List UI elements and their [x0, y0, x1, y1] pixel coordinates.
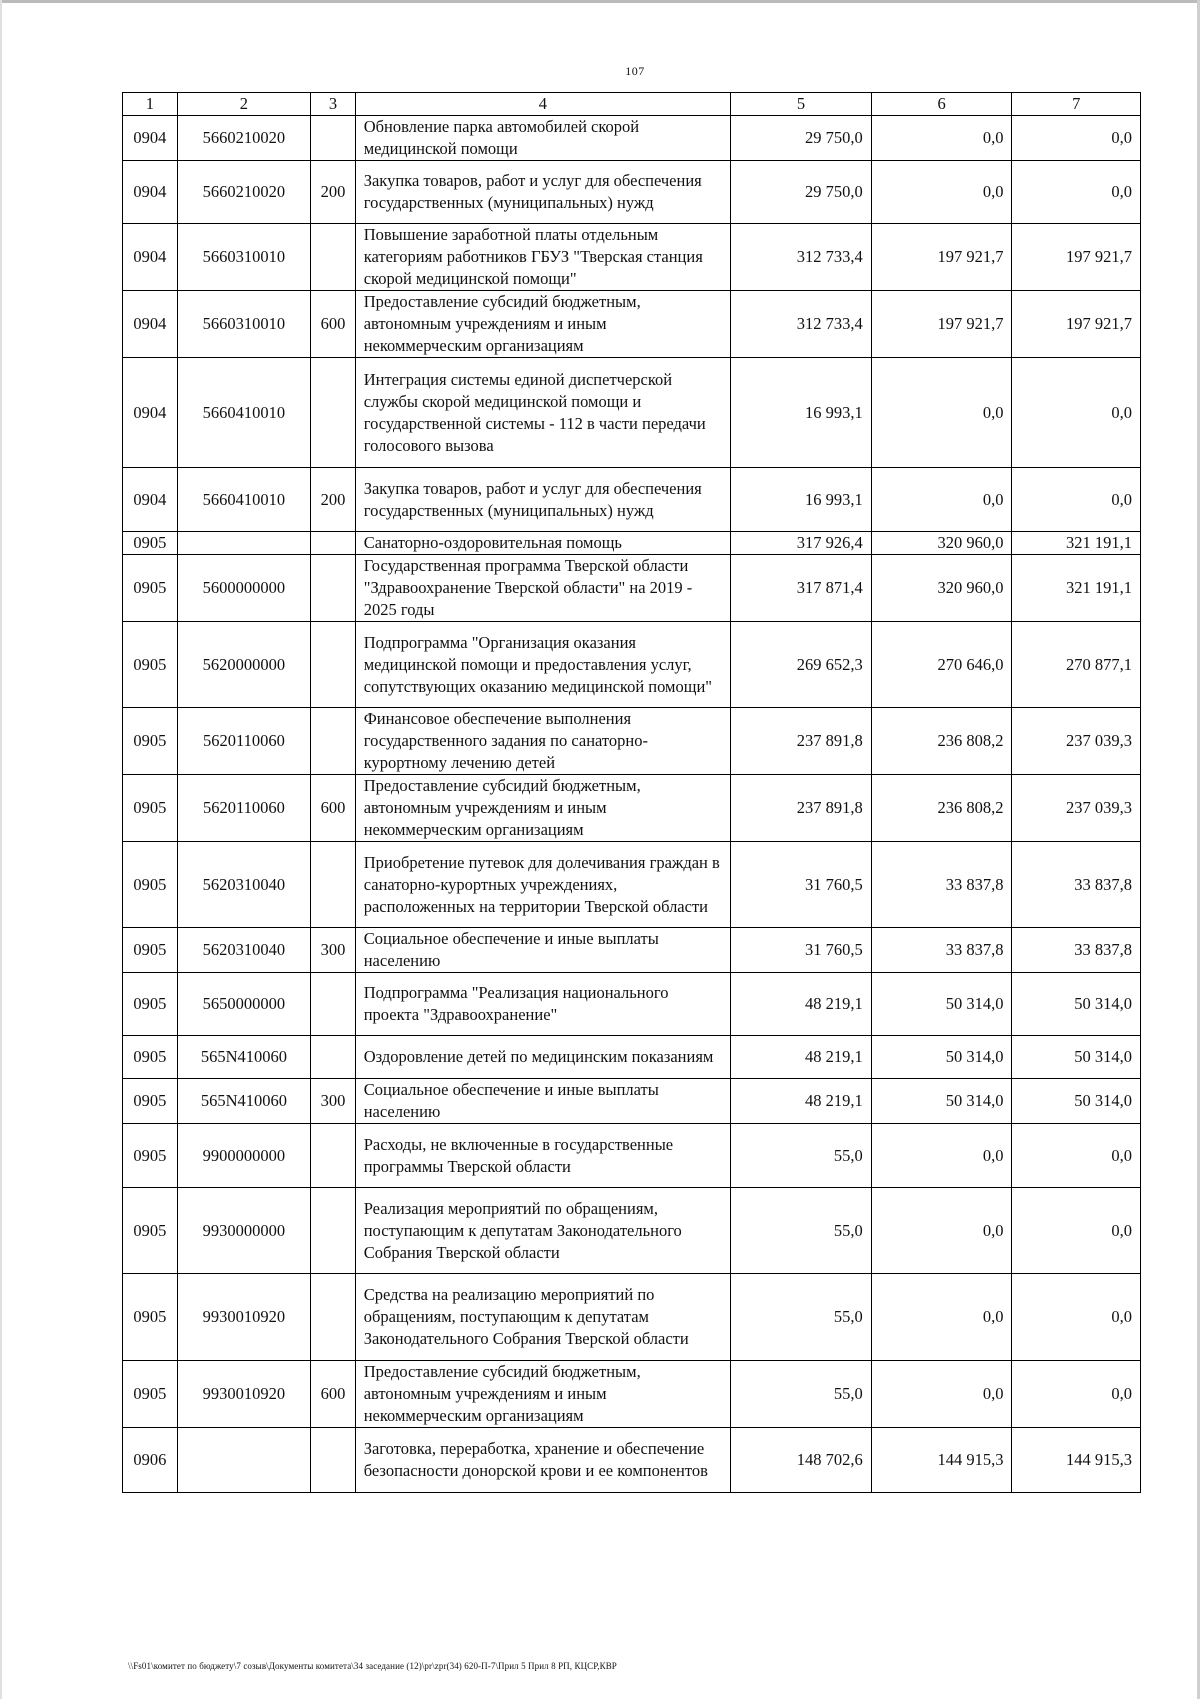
row-description: Предоставление субсидий бюджетным, автономным учреждениям и иным некоммерческим организациям	[355, 291, 730, 358]
row-amount-year-1: 16 993,1	[731, 468, 872, 532]
row-amount-year-3: 237 039,3	[1012, 775, 1141, 842]
header-col-7: 7	[1012, 93, 1141, 116]
table-row	[123, 622, 1141, 708]
row-amount-year-1: 29 750,0	[731, 116, 872, 161]
row-description: Подпрограмма "Организация оказания медицинской помощи и предоставления услуг, сопутствующих оказанию медицинской помощи"	[355, 622, 730, 708]
row-amount-year-2: 0,0	[871, 1124, 1012, 1188]
row-amount-year-3: 50 314,0	[1012, 1079, 1141, 1124]
row-amount-year-3: 270 877,1	[1012, 622, 1141, 708]
row-description: Заготовка, переработка, хранение и обеспечение безопасности донорской крови и ее компонентов	[355, 1428, 730, 1493]
row-section-code: 0905	[123, 1361, 178, 1428]
header-col-3: 3	[311, 93, 356, 116]
row-description: Финансовое обеспечение выполнения государственного задания по санаторно-курортному лечению детей	[355, 708, 730, 775]
row-amount-year-3: 50 314,0	[1012, 1036, 1141, 1079]
row-amount-year-1: 55,0	[731, 1274, 872, 1361]
row-amount-year-2: 0,0	[871, 116, 1012, 161]
table-header-row	[123, 93, 1141, 116]
row-amount-year-2: 320 960,0	[871, 532, 1012, 555]
row-expense-type	[311, 1036, 356, 1079]
row-section-code: 0905	[123, 1079, 178, 1124]
header-col-6: 6	[871, 93, 1012, 116]
row-section-code: 0905	[123, 842, 178, 928]
row-amount-year-2: 0,0	[871, 468, 1012, 532]
table-row	[123, 555, 1141, 622]
row-description: Санаторно-оздоровительная помощь	[355, 532, 730, 555]
table-row	[123, 928, 1141, 973]
row-target-code: 5620000000	[177, 622, 311, 708]
row-description: Средства на реализацию мероприятий по обращениям, поступающим к депутатам Законодательного Собрания Тверской области	[355, 1274, 730, 1361]
row-amount-year-3: 50 314,0	[1012, 973, 1141, 1036]
row-amount-year-3: 0,0	[1012, 1124, 1141, 1188]
row-amount-year-1: 48 219,1	[731, 1079, 872, 1124]
row-section-code: 0906	[123, 1428, 178, 1493]
row-description: Интеграция системы единой диспетчерской службы скорой медицинской помощи и государственной системы - 112 в части передачи голосового вызова	[355, 358, 730, 468]
table-row	[123, 1036, 1141, 1079]
row-expense-type	[311, 555, 356, 622]
row-description: Предоставление субсидий бюджетным, автономным учреждениям и иным некоммерческим организациям	[355, 775, 730, 842]
row-amount-year-2: 0,0	[871, 1274, 1012, 1361]
row-target-code: 5660410010	[177, 468, 311, 532]
row-expense-type	[311, 358, 356, 468]
row-expense-type: 600	[311, 291, 356, 358]
table-row	[123, 532, 1141, 555]
row-description: Социальное обеспечение и иные выплаты населению	[355, 928, 730, 973]
row-description: Оздоровление детей по медицинским показаниям	[355, 1036, 730, 1079]
row-amount-year-1: 31 760,5	[731, 928, 872, 973]
table-row	[123, 775, 1141, 842]
header-col-1: 1	[123, 93, 178, 116]
row-description: Закупка товаров, работ и услуг для обеспечения государственных (муниципальных) нужд	[355, 468, 730, 532]
row-amount-year-2: 50 314,0	[871, 973, 1012, 1036]
row-amount-year-3: 0,0	[1012, 116, 1141, 161]
header-col-5: 5	[731, 93, 872, 116]
row-expense-type	[311, 708, 356, 775]
row-section-code: 0905	[123, 1124, 178, 1188]
row-description: Подпрограмма "Реализация национального проекта "Здравоохранение"	[355, 973, 730, 1036]
table-row	[123, 1428, 1141, 1493]
header-col-2: 2	[177, 93, 311, 116]
row-expense-type	[311, 973, 356, 1036]
row-description: Повышение заработной платы отдельным категориям работников ГБУЗ "Тверская станция скорой медицинской помощи"	[355, 224, 730, 291]
table-row	[123, 1274, 1141, 1361]
row-description: Социальное обеспечение и иные выплаты населению	[355, 1079, 730, 1124]
table-row	[123, 708, 1141, 775]
table-row	[123, 224, 1141, 291]
row-expense-type: 200	[311, 468, 356, 532]
row-target-code: 5620110060	[177, 775, 311, 842]
row-amount-year-1: 269 652,3	[731, 622, 872, 708]
row-description: Обновление парка автомобилей скорой медицинской помощи	[355, 116, 730, 161]
row-amount-year-3: 33 837,8	[1012, 928, 1141, 973]
row-amount-year-3: 33 837,8	[1012, 842, 1141, 928]
row-amount-year-1: 317 871,4	[731, 555, 872, 622]
row-amount-year-2: 197 921,7	[871, 291, 1012, 358]
row-section-code: 0905	[123, 1188, 178, 1274]
table-row	[123, 1361, 1141, 1428]
row-description: Предоставление субсидий бюджетным, автономным учреждениям и иным некоммерческим организациям	[355, 1361, 730, 1428]
row-amount-year-3: 197 921,7	[1012, 224, 1141, 291]
row-amount-year-3: 0,0	[1012, 1274, 1141, 1361]
row-expense-type	[311, 116, 356, 161]
row-amount-year-2: 50 314,0	[871, 1036, 1012, 1079]
row-description: Закупка товаров, работ и услуг для обеспечения государственных (муниципальных) нужд	[355, 161, 730, 224]
row-description: Расходы, не включенные в государственные программы Тверской области	[355, 1124, 730, 1188]
row-amount-year-2: 320 960,0	[871, 555, 1012, 622]
row-section-code: 0905	[123, 973, 178, 1036]
row-amount-year-1: 312 733,4	[731, 291, 872, 358]
table-row	[123, 468, 1141, 532]
row-amount-year-1: 317 926,4	[731, 532, 872, 555]
row-target-code	[177, 1428, 311, 1493]
row-section-code: 0905	[123, 928, 178, 973]
row-expense-type: 300	[311, 928, 356, 973]
row-amount-year-2: 270 646,0	[871, 622, 1012, 708]
row-target-code: 5660410010	[177, 358, 311, 468]
table-row	[123, 1124, 1141, 1188]
row-amount-year-2: 236 808,2	[871, 708, 1012, 775]
row-amount-year-2: 0,0	[871, 358, 1012, 468]
row-amount-year-2: 50 314,0	[871, 1079, 1012, 1124]
row-target-code: 5650000000	[177, 973, 311, 1036]
row-section-code: 0905	[123, 1036, 178, 1079]
table-row	[123, 358, 1141, 468]
row-amount-year-2: 197 921,7	[871, 224, 1012, 291]
row-target-code: 5660210020	[177, 116, 311, 161]
row-amount-year-2: 0,0	[871, 1361, 1012, 1428]
row-target-code	[177, 532, 311, 555]
row-amount-year-3: 321 191,1	[1012, 555, 1141, 622]
row-target-code: 5620310040	[177, 928, 311, 973]
row-target-code: 5620310040	[177, 842, 311, 928]
row-amount-year-1: 31 760,5	[731, 842, 872, 928]
row-target-code: 9930000000	[177, 1188, 311, 1274]
row-amount-year-3: 144 915,3	[1012, 1428, 1141, 1493]
row-target-code: 5620110060	[177, 708, 311, 775]
row-amount-year-2: 144 915,3	[871, 1428, 1012, 1493]
budget-table-body	[123, 93, 1141, 1493]
row-expense-type: 600	[311, 775, 356, 842]
row-description: Государственная программа Тверской области "Здравоохранение Тверской области" на 2019 - 2025 годы	[355, 555, 730, 622]
row-expense-type	[311, 224, 356, 291]
row-amount-year-1: 55,0	[731, 1361, 872, 1428]
row-target-code: 9930010920	[177, 1274, 311, 1361]
row-amount-year-3: 0,0	[1012, 1361, 1141, 1428]
table-row	[123, 842, 1141, 928]
row-section-code: 0905	[123, 622, 178, 708]
row-amount-year-1: 16 993,1	[731, 358, 872, 468]
row-expense-type	[311, 1274, 356, 1361]
row-description: Приобретение путевок для долечивания граждан в санаторно-курортных учреждениях, расположенных на территории Тверской области	[355, 842, 730, 928]
footer-file-path: \\Fs01\комитет по бюджету\7 созыв\Документы комитета\34 заседание (12)\pr\zpr(34) 620-П-7\Прил 5 Прил 8 РП, КЦСР,КВР	[128, 1661, 617, 1671]
table-row	[123, 1188, 1141, 1274]
row-section-code: 0904	[123, 116, 178, 161]
row-amount-year-3: 0,0	[1012, 1188, 1141, 1274]
row-expense-type	[311, 532, 356, 555]
row-description: Реализация мероприятий по обращениям, поступающим к депутатам Законодательного Собрания Тверской области	[355, 1188, 730, 1274]
table-row	[123, 1079, 1141, 1124]
table-row	[123, 161, 1141, 224]
row-amount-year-3: 237 039,3	[1012, 708, 1141, 775]
row-expense-type	[311, 842, 356, 928]
row-amount-year-3: 321 191,1	[1012, 532, 1141, 555]
row-expense-type: 600	[311, 1361, 356, 1428]
page-number: 107	[625, 64, 645, 78]
row-amount-year-1: 148 702,6	[731, 1428, 872, 1493]
row-section-code: 0905	[123, 1274, 178, 1361]
row-amount-year-1: 237 891,8	[731, 775, 872, 842]
row-amount-year-3: 0,0	[1012, 161, 1141, 224]
row-section-code: 0904	[123, 224, 178, 291]
row-amount-year-1: 237 891,8	[731, 708, 872, 775]
row-amount-year-3: 197 921,7	[1012, 291, 1141, 358]
row-amount-year-2: 33 837,8	[871, 842, 1012, 928]
row-section-code: 0904	[123, 358, 178, 468]
row-expense-type	[311, 1428, 356, 1493]
header-col-4: 4	[355, 93, 730, 116]
row-section-code: 0904	[123, 468, 178, 532]
row-target-code: 9900000000	[177, 1124, 311, 1188]
row-amount-year-1: 48 219,1	[731, 973, 872, 1036]
scan-top-edge	[0, 0, 1200, 3]
row-target-code: 5660210020	[177, 161, 311, 224]
row-section-code: 0905	[123, 708, 178, 775]
row-amount-year-2: 236 808,2	[871, 775, 1012, 842]
row-expense-type	[311, 1188, 356, 1274]
row-expense-type	[311, 622, 356, 708]
table-row	[123, 291, 1141, 358]
budget-table	[122, 92, 1141, 1493]
row-target-code: 5660310010	[177, 291, 311, 358]
row-target-code: 9930010920	[177, 1361, 311, 1428]
row-amount-year-1: 312 733,4	[731, 224, 872, 291]
scan-left-edge	[0, 0, 2, 1699]
row-amount-year-3: 0,0	[1012, 468, 1141, 532]
row-amount-year-3: 0,0	[1012, 358, 1141, 468]
row-amount-year-2: 0,0	[871, 1188, 1012, 1274]
table-row	[123, 116, 1141, 161]
row-section-code: 0905	[123, 532, 178, 555]
row-amount-year-1: 48 219,1	[731, 1036, 872, 1079]
row-target-code: 5600000000	[177, 555, 311, 622]
row-target-code: 5660310010	[177, 224, 311, 291]
row-amount-year-1: 55,0	[731, 1124, 872, 1188]
row-section-code: 0905	[123, 775, 178, 842]
row-amount-year-1: 29 750,0	[731, 161, 872, 224]
row-section-code: 0905	[123, 555, 178, 622]
row-target-code: 565N410060	[177, 1079, 311, 1124]
row-expense-type	[311, 1124, 356, 1188]
row-section-code: 0904	[123, 161, 178, 224]
row-target-code: 565N410060	[177, 1036, 311, 1079]
row-expense-type: 200	[311, 161, 356, 224]
row-amount-year-2: 0,0	[871, 161, 1012, 224]
table-row	[123, 973, 1141, 1036]
row-section-code: 0904	[123, 291, 178, 358]
row-amount-year-1: 55,0	[731, 1188, 872, 1274]
row-amount-year-2: 33 837,8	[871, 928, 1012, 973]
row-expense-type: 300	[311, 1079, 356, 1124]
